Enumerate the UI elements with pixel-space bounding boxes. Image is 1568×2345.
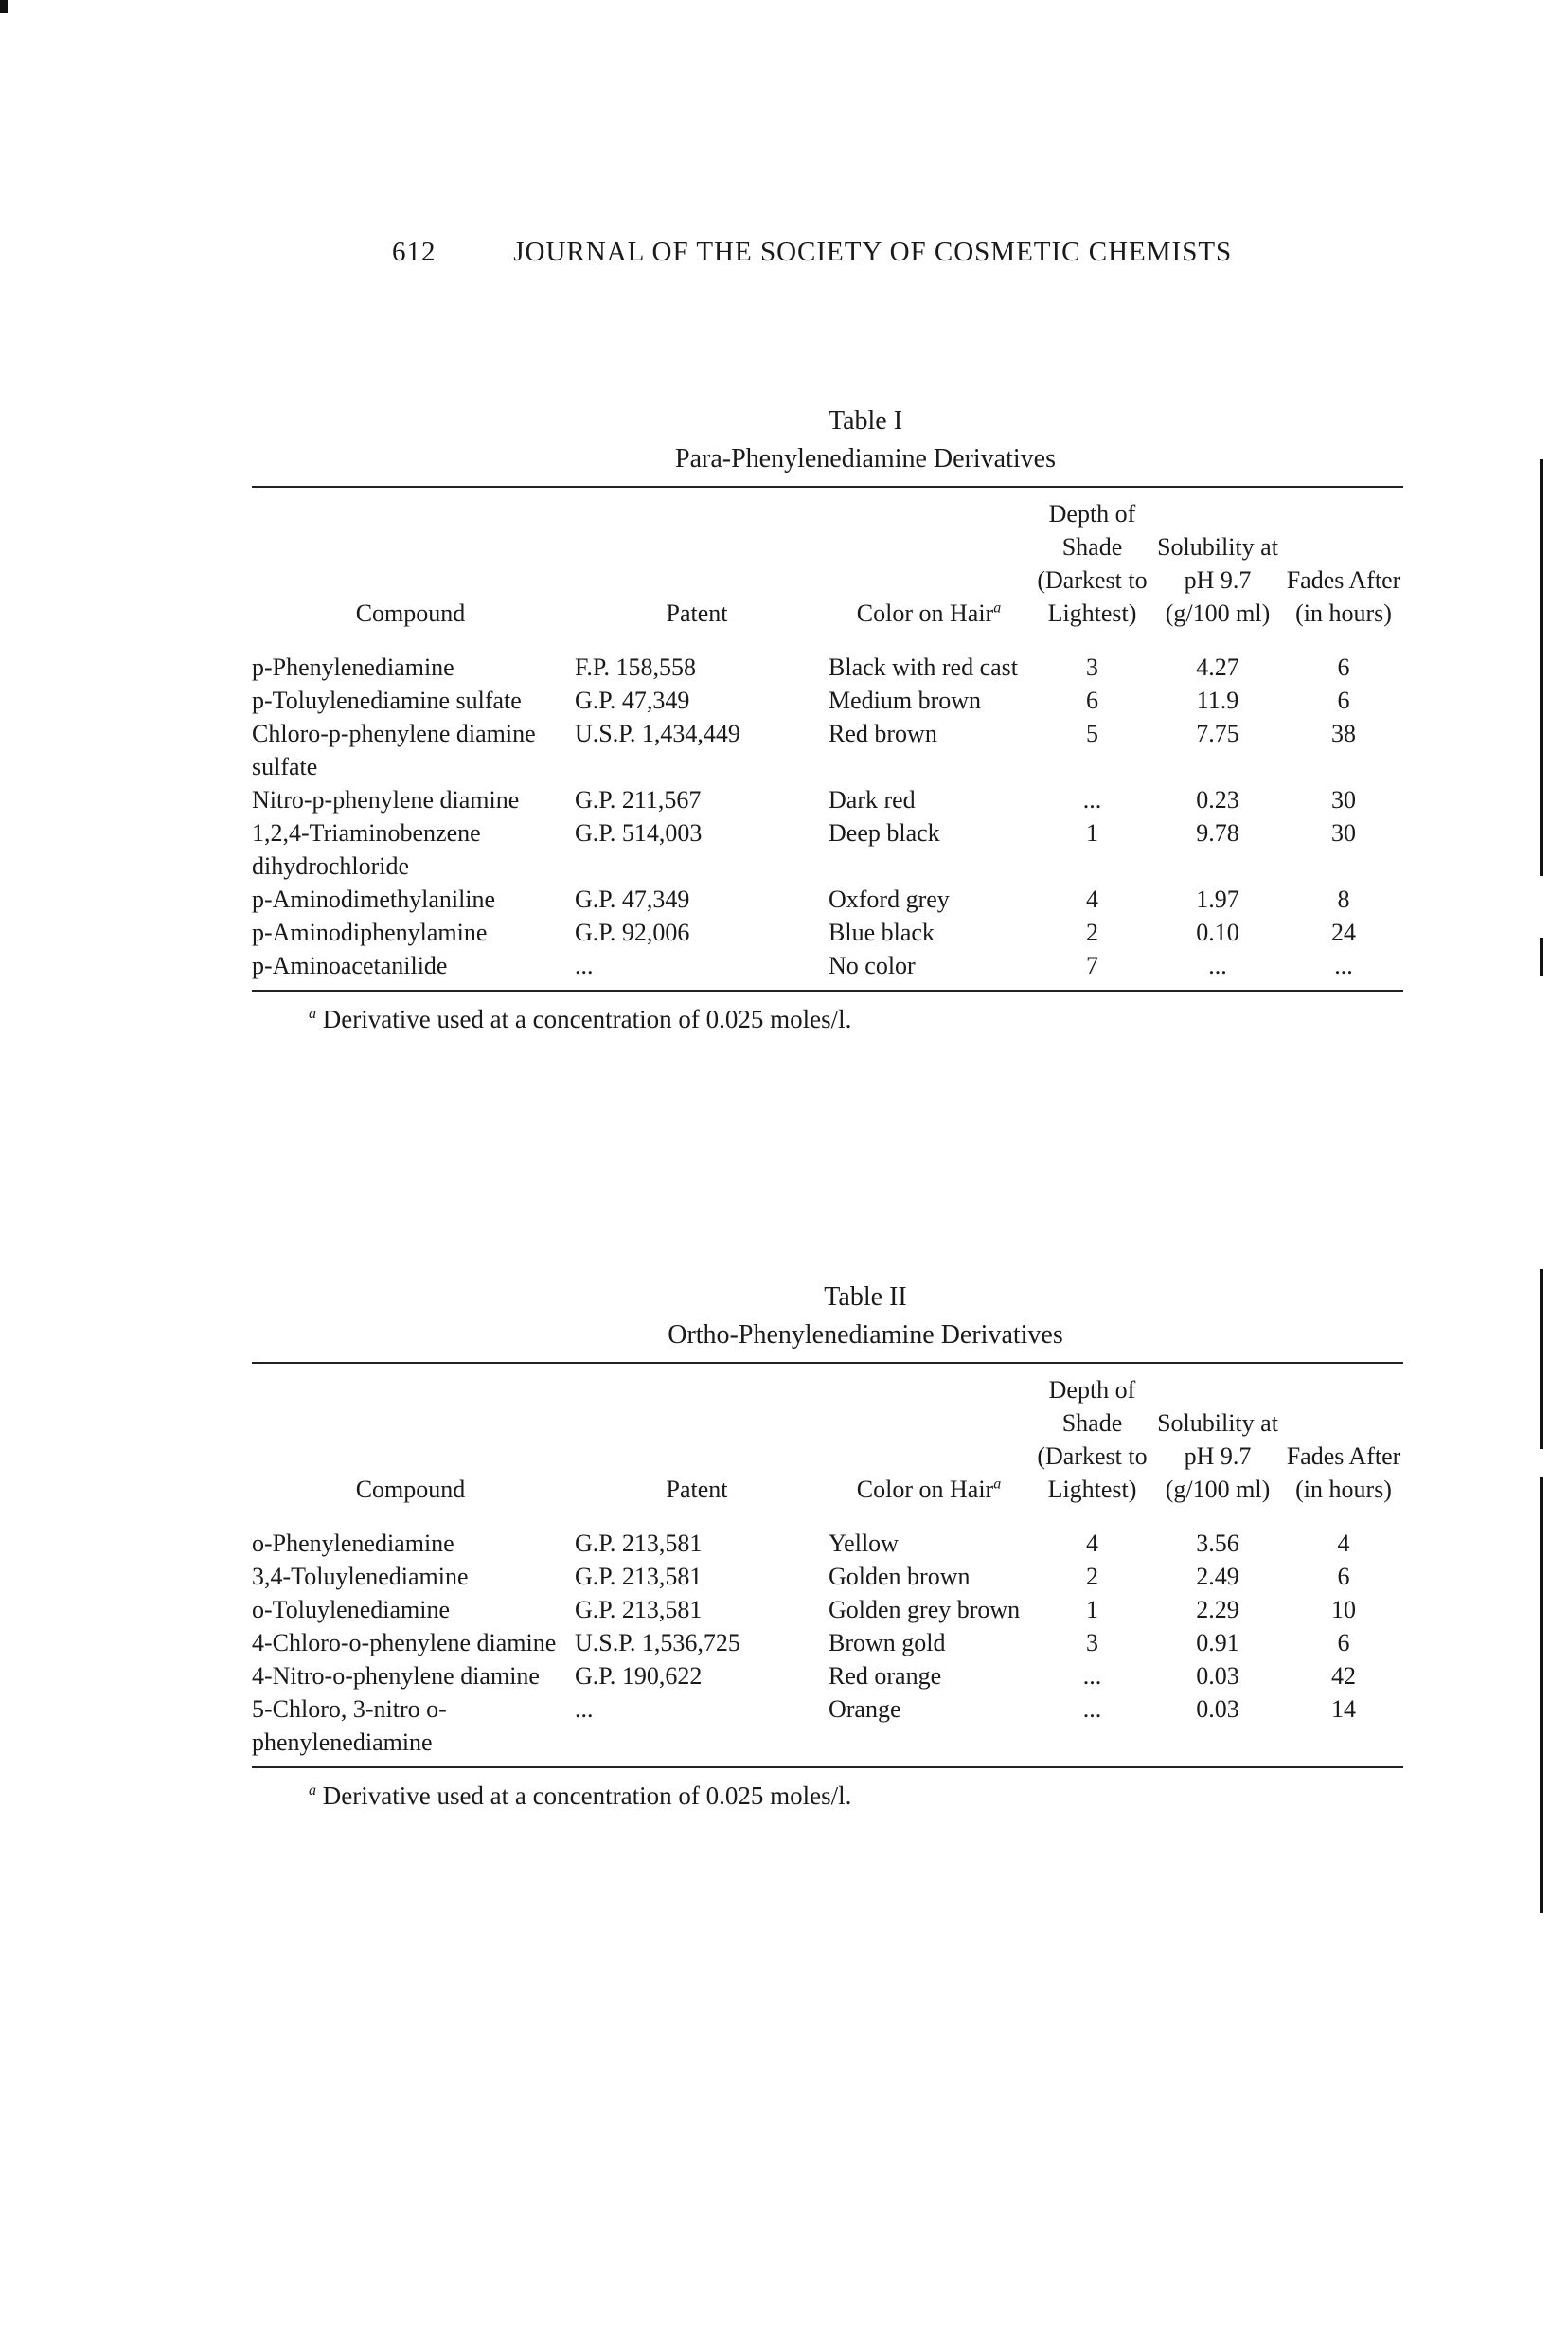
- column-header-color: [825, 1364, 1033, 1517]
- cell-depth: ...: [1082, 1695, 1102, 1723]
- cell-color: Blue black: [829, 919, 935, 946]
- table-row: [252, 717, 1403, 783]
- cell-patent: U.S.P. 1,434,449: [575, 720, 740, 747]
- table-1-body: [252, 641, 1403, 990]
- table-row: [252, 641, 1403, 684]
- table-2-bottom-rule: [252, 1766, 1403, 1768]
- cell-patent: G.P. 213,581: [575, 1596, 703, 1623]
- cell-fades: 6: [1337, 687, 1350, 714]
- cell-fades: 24: [1331, 919, 1356, 946]
- cell-solubility: 0.03: [1196, 1662, 1239, 1690]
- cell-depth: 2: [1086, 919, 1098, 946]
- cell-patent: G.P. 47,349: [575, 886, 690, 913]
- cell-compound: p-Phenylenediamine: [252, 653, 454, 681]
- cell-compound: 4-Nitro-o-phenylene diamine: [252, 1662, 540, 1690]
- cell-patent: U.S.P. 1,536,725: [575, 1629, 740, 1656]
- table-row: [252, 684, 1403, 717]
- cell-solubility: ...: [1208, 952, 1227, 979]
- cell-solubility: 0.10: [1196, 919, 1239, 946]
- cell-color: Golden brown: [829, 1563, 971, 1590]
- column-header-fades: Fades After (in hours): [1286, 1442, 1401, 1503]
- table-1-block: [252, 403, 1403, 1034]
- cell-color: Deep black: [829, 819, 940, 847]
- cell-solubility: 4.27: [1196, 653, 1239, 681]
- cell-depth: 4: [1086, 1530, 1098, 1557]
- cell-fades: 4: [1337, 1530, 1350, 1557]
- cell-fades: ...: [1334, 952, 1353, 979]
- cell-depth: 7: [1086, 952, 1098, 979]
- table-2-label: Table II: [824, 1282, 907, 1312]
- cell-fades: 42: [1331, 1662, 1356, 1690]
- cell-solubility: 3.56: [1196, 1530, 1239, 1557]
- table-2-header-row: [252, 1364, 1403, 1517]
- column-header-patent: Patent: [666, 1476, 728, 1503]
- column-header-compound: Compound: [355, 600, 466, 627]
- table-row: [252, 783, 1403, 816]
- cell-compound: 1,2,4-Triaminobenzene dihydrochloride: [252, 819, 481, 880]
- cell-compound: p-Aminodimethylaniline: [252, 886, 496, 913]
- table-row: [252, 949, 1403, 990]
- cell-compound: 3,4-Toluylenediamine: [252, 1563, 469, 1590]
- table-row: [252, 883, 1403, 916]
- cell-color: Dark red: [829, 786, 916, 814]
- cell-compound: 5-Chloro, 3-nitro o-phenylenediamine: [252, 1695, 447, 1756]
- cell-fades: 14: [1331, 1695, 1356, 1723]
- cell-color: Black with red cast: [829, 653, 1018, 681]
- cell-solubility: 7.75: [1196, 720, 1239, 747]
- cell-fades: 6: [1337, 1563, 1350, 1590]
- cell-solubility: 0.03: [1196, 1695, 1239, 1723]
- cell-patent: G.P. 190,622: [575, 1662, 703, 1690]
- cell-depth: 1: [1086, 819, 1098, 847]
- table-1-header-row: [252, 488, 1403, 641]
- cell-compound: Nitro-p-phenylene diamine: [252, 786, 520, 814]
- cell-depth: 5: [1086, 720, 1098, 747]
- cell-fades: 10: [1331, 1596, 1356, 1623]
- table-2-footnote: [252, 1781, 1403, 1811]
- cell-compound: o-Phenylenediamine: [252, 1530, 454, 1557]
- footnote-text: Derivative used at a concentration of 0.025 moles/l.: [322, 1005, 852, 1033]
- table-row: [252, 1659, 1403, 1692]
- scan-artifact: [1540, 459, 1543, 876]
- cell-depth: 4: [1086, 886, 1098, 913]
- cell-compound: p-Aminoacetanilide: [252, 952, 448, 979]
- cell-solubility: 1.97: [1196, 886, 1239, 913]
- cell-compound: Chloro-p-phenylene diamine sulfate: [252, 720, 536, 780]
- column-header-depth: Depth of Shade (Darkest to Lightest): [1037, 500, 1148, 627]
- cell-patent: ...: [575, 952, 594, 979]
- table-1: [252, 488, 1403, 990]
- table-1-footnote: [252, 1005, 1403, 1034]
- footnote-marker: a: [993, 1476, 1002, 1493]
- cell-compound: p-Toluylenediamine sulfate: [252, 687, 522, 714]
- scan-artifact: [1540, 938, 1543, 976]
- footnote-marker: a: [309, 1006, 316, 1022]
- page-number: 612: [392, 237, 437, 267]
- cell-depth: ...: [1082, 786, 1102, 814]
- table-2-body: [252, 1517, 1403, 1766]
- table-1-label: Table I: [828, 406, 903, 436]
- footnote-marker: a: [993, 600, 1002, 617]
- cell-compound: 4-Chloro-o-phenylene diamine: [252, 1629, 557, 1656]
- cell-fades: 6: [1337, 653, 1350, 681]
- cell-fades: 30: [1331, 786, 1356, 814]
- cell-fades: 30: [1331, 819, 1356, 847]
- cell-fades: 38: [1331, 720, 1356, 747]
- cell-color: Golden grey brown: [829, 1596, 1021, 1623]
- cell-solubility: 2.29: [1196, 1596, 1239, 1623]
- table-row: [252, 916, 1403, 949]
- table-row: [252, 1517, 1403, 1560]
- column-header-color: [825, 488, 1033, 641]
- cell-color: Oxford grey: [829, 886, 950, 913]
- table-row: [252, 1560, 1403, 1593]
- table-row: [252, 1593, 1403, 1626]
- column-header-color-text: Color on Hair: [856, 1476, 994, 1503]
- table-row: [252, 1692, 1403, 1766]
- cell-color: Brown gold: [829, 1629, 946, 1656]
- table-1-bottom-rule: [252, 990, 1403, 992]
- cell-patent: ...: [575, 1695, 594, 1723]
- cell-color: Medium brown: [829, 687, 982, 714]
- cell-fades: 6: [1337, 1629, 1350, 1656]
- column-header-patent: Patent: [666, 600, 728, 627]
- table-1-title: Para-Phenylenediamine Derivatives: [675, 444, 1056, 474]
- cell-solubility: 0.91: [1196, 1629, 1239, 1656]
- cell-solubility: 11.9: [1196, 687, 1239, 714]
- cell-color: Yellow: [829, 1530, 899, 1557]
- table-2-block: [252, 1279, 1403, 1811]
- scan-artifact: [1540, 1477, 1543, 1913]
- cell-patent: G.P. 47,349: [575, 687, 690, 714]
- cell-depth: 2: [1086, 1563, 1098, 1590]
- scan-artifact: [1540, 1269, 1543, 1449]
- cell-solubility: 2.49: [1196, 1563, 1239, 1590]
- cell-color: Red orange: [829, 1662, 942, 1690]
- cell-color: Orange: [829, 1695, 901, 1723]
- cell-fades: 8: [1337, 886, 1350, 913]
- table-2: [252, 1364, 1403, 1766]
- cell-compound: p-Aminodiphenylamine: [252, 919, 488, 946]
- table-2-title: Ortho-Phenylenediamine Derivatives: [668, 1320, 1063, 1350]
- cell-depth: 6: [1086, 687, 1098, 714]
- cell-color: Red brown: [829, 720, 937, 747]
- cell-compound: o-Toluylenediamine: [252, 1596, 451, 1623]
- column-header-compound: Compound: [355, 1476, 466, 1503]
- column-header-fades: Fades After (in hours): [1286, 566, 1401, 627]
- cell-patent: G.P. 213,581: [575, 1563, 703, 1590]
- column-header-color-text: Color on Hair: [856, 600, 994, 627]
- cell-depth: 3: [1086, 653, 1098, 681]
- column-header-solubility: Solubility at pH 9.7 (g/100 ml): [1157, 533, 1278, 627]
- cell-solubility: 9.78: [1196, 819, 1239, 847]
- cell-patent: G.P. 514,003: [575, 819, 703, 847]
- cell-depth: 3: [1086, 1629, 1098, 1656]
- journal-title: JOURNAL OF THE SOCIETY OF COSMETIC CHEMISTS: [513, 237, 1233, 267]
- cell-patent: G.P. 211,567: [575, 786, 702, 814]
- cell-depth: 1: [1086, 1596, 1098, 1623]
- cell-color: No color: [829, 952, 916, 979]
- page-header: [392, 237, 1244, 268]
- column-header-depth: Depth of Shade (Darkest to Lightest): [1037, 1376, 1148, 1503]
- cell-patent: G.P. 92,006: [575, 919, 690, 946]
- column-header-solubility: Solubility at pH 9.7 (g/100 ml): [1157, 1409, 1278, 1503]
- cell-depth: ...: [1082, 1662, 1102, 1690]
- cell-patent: G.P. 213,581: [575, 1530, 703, 1557]
- footnote-marker: a: [309, 1782, 316, 1799]
- footnote-text: Derivative used at a concentration of 0.025 moles/l.: [322, 1781, 852, 1810]
- table-row: [252, 816, 1403, 883]
- cell-solubility: 0.23: [1196, 786, 1239, 814]
- cell-patent: F.P. 158,558: [575, 653, 696, 681]
- table-row: [252, 1626, 1403, 1659]
- scan-artifact: [0, 0, 8, 13]
